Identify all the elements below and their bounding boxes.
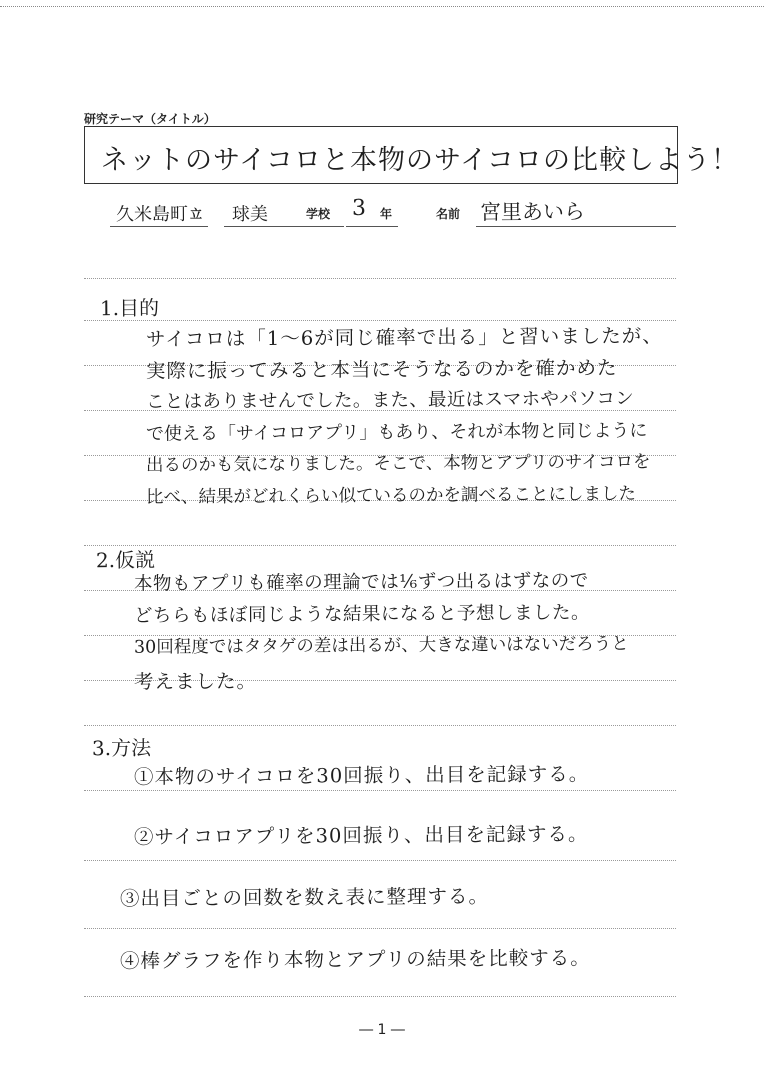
- purpose-line: 実際に振ってみると本当にそうなるのかを確かめた: [145, 356, 618, 383]
- hypothesis-line: 考えました。: [133, 669, 258, 694]
- purpose-heading: 1.目的: [99, 295, 160, 321]
- purpose-line: 比べ、結果がどれくらい似ているのかを調べることにしました: [145, 484, 637, 508]
- purpose-line: サイコロは「1～6が同じ確率で出る」と習いましたが、: [145, 324, 663, 351]
- page-number: ― 1 ―: [359, 1022, 405, 1038]
- top-border-line: [0, 6, 764, 7]
- town-suffix-label: 立: [190, 207, 203, 221]
- purpose-line: ことはありませんでした。また、最近はスマホやパソコン: [145, 388, 635, 413]
- method-step: ②サイコロアプリを30回振り、出目を記録する。: [133, 822, 589, 849]
- school-label: 学校: [306, 207, 331, 221]
- ruled-line: [84, 860, 676, 861]
- purpose-line: で使える「サイコロアプリ」もあり、それが本物と同じように: [145, 420, 648, 445]
- student-name: 宮里あいら: [479, 199, 586, 225]
- method-step: ①本物のサイコロを30回振り、出目を記録する。: [133, 762, 590, 789]
- town-underline: [110, 226, 208, 227]
- hypothesis-line: 30回程度ではタタゲの差は出るが、大きな違いはないだろうと: [133, 634, 629, 658]
- theme-label: 研究テーマ（タイトル）: [84, 112, 216, 126]
- ruled-line: [84, 278, 676, 279]
- method-heading: 3.方法: [91, 735, 152, 761]
- grade-underline: [346, 226, 398, 227]
- grade-value: 3: [351, 195, 367, 222]
- hypothesis-line: どちらもほぼ同じような結果になると予想しました。: [133, 602, 591, 627]
- ruled-line: [84, 725, 676, 726]
- title-box: [84, 126, 740, 184]
- purpose-line: 出るのかも気になりました。そこで、本物とアプリのサイコロを: [145, 452, 651, 476]
- grade-label: 年: [380, 207, 393, 221]
- school-underline: [224, 226, 344, 227]
- name-underline: [476, 226, 676, 227]
- ruled-line: [84, 545, 676, 546]
- school-name: 球美: [231, 203, 269, 226]
- ruled-line: [84, 790, 676, 791]
- research-title: ネットのサイコロと本物のサイコロの比較しよう！: [101, 145, 740, 176]
- method-step: ④棒グラフを作り本物とアプリの結果を比較する。: [119, 946, 591, 973]
- ruled-line: [84, 928, 676, 929]
- name-label: 名前: [436, 207, 461, 221]
- ruled-line: [84, 996, 676, 997]
- method-step: ③出目ごとの回数を数え表に整理する。: [119, 884, 490, 911]
- hypothesis-line: 本物もアプリも確率の理論では⅙ずつ出るはずなので: [133, 570, 589, 595]
- town-name: 久米島町: [115, 203, 189, 226]
- hypothesis-heading: 2.仮説: [95, 547, 156, 573]
